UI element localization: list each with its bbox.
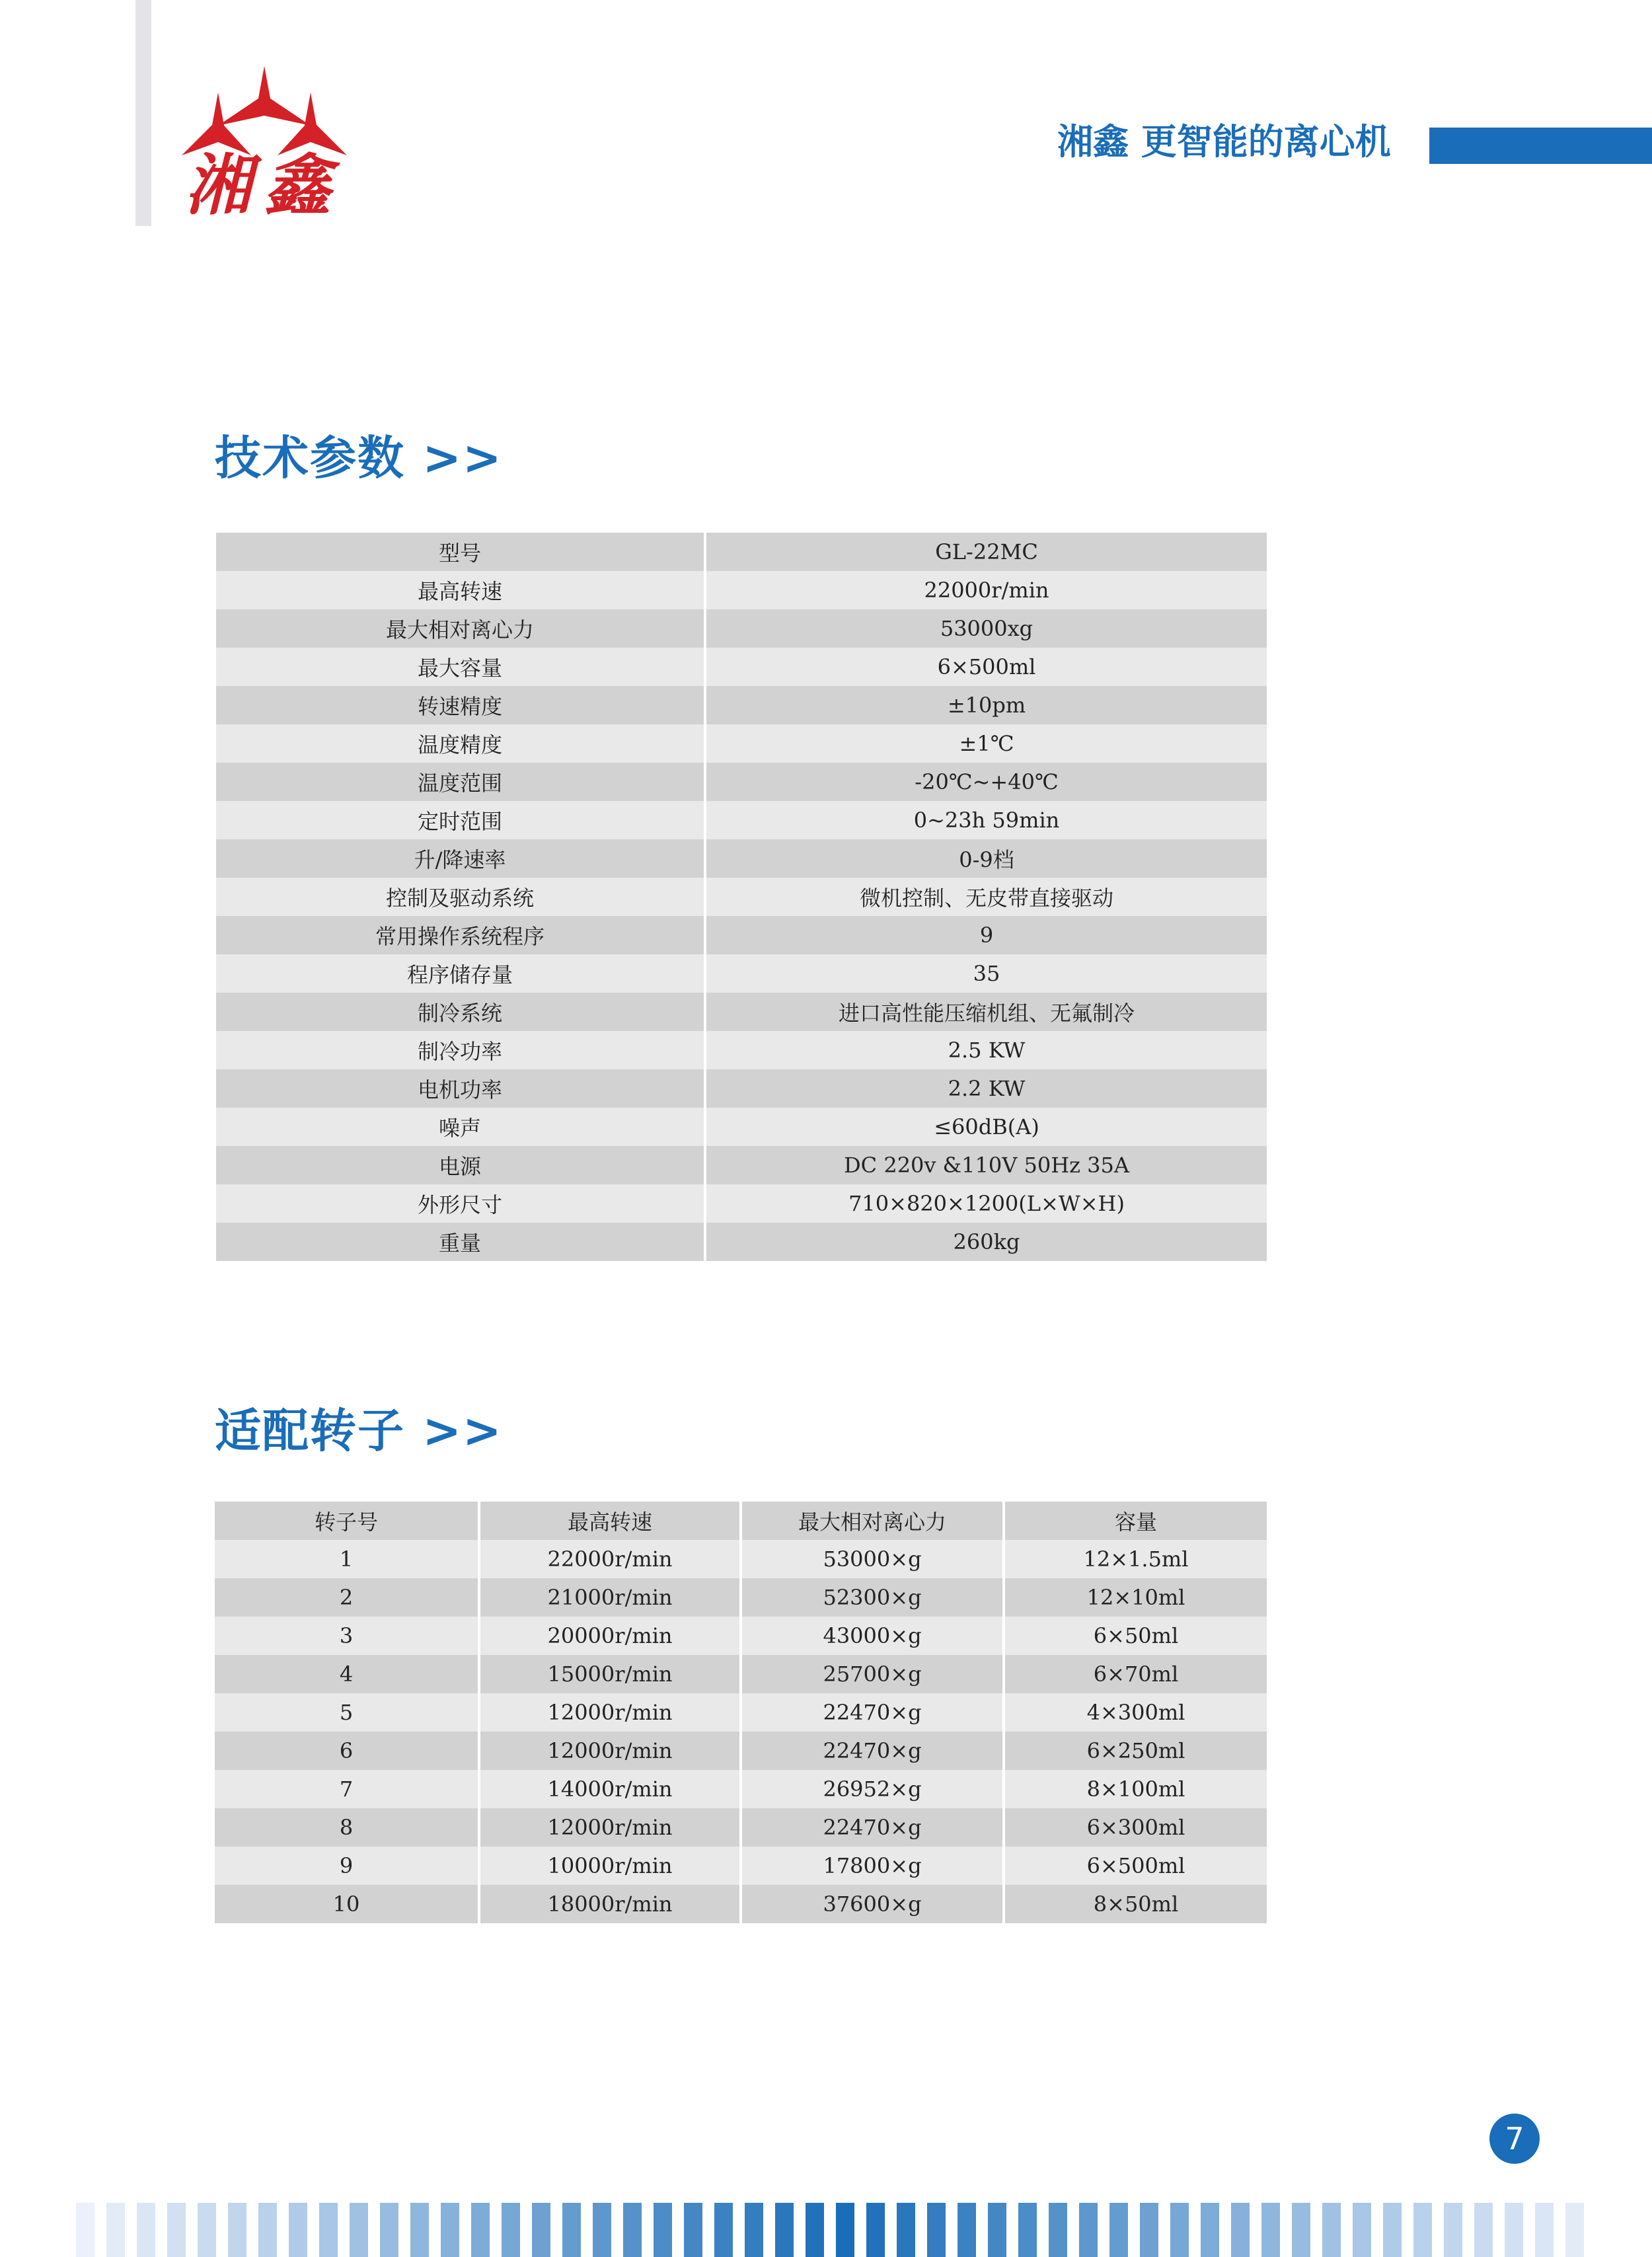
footer-stripe xyxy=(350,2203,368,2257)
table-row xyxy=(215,1732,1267,1770)
footer-stripe xyxy=(957,2203,976,2257)
spec-value: ≤60dB(A) xyxy=(705,1108,1267,1146)
table-row xyxy=(215,1540,1267,1578)
table-row xyxy=(216,916,1267,954)
footer-stripe xyxy=(410,2203,429,2257)
footer-stripe xyxy=(289,2203,307,2257)
rotor-max-speed: 22000r/min xyxy=(479,1540,741,1578)
footer-stripe xyxy=(897,2203,915,2257)
spec-value: 进口高性能压缩机组、无氟制冷 xyxy=(705,993,1267,1031)
footer-stripe xyxy=(1383,2203,1402,2257)
table-row xyxy=(215,1770,1267,1808)
table-row xyxy=(215,1808,1267,1847)
footer-stripe xyxy=(714,2203,733,2257)
table-row xyxy=(216,1146,1267,1184)
footer-stripe xyxy=(319,2203,338,2257)
spec-label: 制冷系统 xyxy=(216,993,705,1031)
rotor-max-speed: 12000r/min xyxy=(479,1732,741,1770)
spec-value: -20℃~+40℃ xyxy=(705,763,1267,801)
logo-text: 湘鑫 xyxy=(185,146,344,224)
footer-stripe xyxy=(1565,2203,1584,2257)
footer-stripe xyxy=(502,2203,520,2257)
rotor-max-rcf: 22470×g xyxy=(741,1732,1004,1770)
spec-label: 温度精度 xyxy=(216,724,705,763)
table-row xyxy=(216,533,1267,571)
rotor-capacity: 4×300ml xyxy=(1004,1693,1267,1732)
footer-stripe xyxy=(654,2203,672,2257)
footer-stripe xyxy=(623,2203,642,2257)
footer-stripe xyxy=(1079,2203,1098,2257)
rotor-max-rcf: 25700×g xyxy=(741,1655,1004,1693)
rotor-number: 1 xyxy=(215,1540,479,1578)
spec-value: DC 220v &110V 50Hz 35A xyxy=(705,1146,1267,1184)
table-row xyxy=(216,1223,1267,1261)
rotor-max-speed: 21000r/min xyxy=(479,1578,741,1617)
rotor-max-rcf: 52300×g xyxy=(741,1578,1004,1617)
column-header: 容量 xyxy=(1004,1502,1267,1540)
rotor-number: 10 xyxy=(215,1885,479,1923)
footer-stripe xyxy=(988,2203,1006,2257)
header-title: 湘鑫 更智能的离心机 xyxy=(1057,121,1391,163)
spec-value: 22000r/min xyxy=(705,571,1267,609)
rotor-capacity: 6×300ml xyxy=(1004,1808,1267,1847)
rotor-capacity: 6×250ml xyxy=(1004,1732,1267,1770)
spec-value: 710×820×1200(L×W×H) xyxy=(705,1184,1267,1223)
spec-label: 升/降速率 xyxy=(216,839,705,878)
spec-value: 微机控制、无皮带直接驱动 xyxy=(705,878,1267,916)
rotor-max-rcf: 43000×g xyxy=(741,1617,1004,1655)
table-row xyxy=(216,1031,1267,1069)
spec-label: 最大容量 xyxy=(216,648,705,686)
table-row xyxy=(216,993,1267,1031)
spec-value: 35 xyxy=(705,954,1267,993)
rotors-section-title: 适配转子 >> xyxy=(215,1404,503,1458)
rotor-max-rcf: 22470×g xyxy=(741,1693,1004,1732)
spec-value: GL-22MC xyxy=(705,533,1267,571)
footer-stripe xyxy=(532,2203,550,2257)
spec-value: 2.2 KW xyxy=(705,1069,1267,1108)
footer-stripe xyxy=(106,2203,125,2257)
table-row xyxy=(215,1693,1267,1732)
rotor-capacity: 6×500ml xyxy=(1004,1847,1267,1885)
brand-logo xyxy=(178,63,350,228)
spec-value: 6×500ml xyxy=(705,648,1267,686)
footer-stripe xyxy=(745,2203,763,2257)
header-accent-bar xyxy=(1429,128,1652,164)
page-number: 7 xyxy=(1489,2114,1540,2164)
spec-label: 转速精度 xyxy=(216,686,705,724)
footer-stripe xyxy=(198,2203,216,2257)
footer-stripe xyxy=(775,2203,794,2257)
footer-stripe xyxy=(1109,2203,1128,2257)
rotor-capacity: 12×10ml xyxy=(1004,1578,1267,1617)
table-row xyxy=(215,1655,1267,1693)
spec-value: ±1℃ xyxy=(705,724,1267,763)
spec-label: 重量 xyxy=(216,1223,705,1261)
rotor-max-rcf: 22470×g xyxy=(741,1808,1004,1847)
footer-stripes xyxy=(76,2203,1589,2257)
spec-label: 控制及驱动系统 xyxy=(216,878,705,916)
footer-stripe xyxy=(1261,2203,1280,2257)
table-row xyxy=(216,1069,1267,1108)
rotor-max-speed: 10000r/min xyxy=(479,1847,741,1885)
rotor-number: 6 xyxy=(215,1732,479,1770)
table-row xyxy=(216,954,1267,993)
footer-stripe xyxy=(1231,2203,1250,2257)
footer-stripe xyxy=(866,2203,885,2257)
footer-stripe xyxy=(137,2203,155,2257)
left-margin-rule xyxy=(135,0,151,226)
rotor-max-rcf: 53000×g xyxy=(741,1540,1004,1578)
table-row xyxy=(216,609,1267,648)
table-row xyxy=(216,1184,1267,1223)
footer-stripe xyxy=(1201,2203,1219,2257)
spec-label: 常用操作系统程序 xyxy=(216,916,705,954)
rotor-max-rcf: 37600×g xyxy=(741,1885,1004,1923)
table-row xyxy=(215,1847,1267,1885)
rotors-table xyxy=(215,1502,1267,1923)
rotor-capacity: 12×1.5ml xyxy=(1004,1540,1267,1578)
table-row xyxy=(216,648,1267,686)
footer-stripe xyxy=(258,2203,277,2257)
footer-stripe xyxy=(471,2203,490,2257)
rotor-max-speed: 18000r/min xyxy=(479,1885,741,1923)
footer-stripe xyxy=(927,2203,946,2257)
footer-stripe xyxy=(441,2203,459,2257)
spec-label: 温度范围 xyxy=(216,763,705,801)
spec-value: ±10pm xyxy=(705,686,1267,724)
rotor-number: 8 xyxy=(215,1808,479,1847)
table-row xyxy=(216,801,1267,839)
specs-table xyxy=(216,533,1267,1261)
footer-stripe xyxy=(228,2203,246,2257)
table-row xyxy=(216,839,1267,878)
footer-stripe xyxy=(806,2203,824,2257)
table-row xyxy=(216,686,1267,724)
rotor-max-rcf: 17800×g xyxy=(741,1847,1004,1885)
spec-label: 电机功率 xyxy=(216,1069,705,1108)
rotor-number: 7 xyxy=(215,1770,479,1808)
rotor-number: 9 xyxy=(215,1847,479,1885)
column-header: 转子号 xyxy=(215,1502,479,1540)
rotor-max-speed: 20000r/min xyxy=(479,1617,741,1655)
table-row xyxy=(215,1578,1267,1617)
footer-stripe xyxy=(593,2203,611,2257)
spec-label: 外形尺寸 xyxy=(216,1184,705,1223)
table-row xyxy=(216,571,1267,609)
footer-stripe xyxy=(1535,2203,1554,2257)
rotor-max-speed: 12000r/min xyxy=(479,1693,741,1732)
spec-label: 电源 xyxy=(216,1146,705,1184)
footer-stripe xyxy=(1505,2203,1523,2257)
rotor-capacity: 6×70ml xyxy=(1004,1655,1267,1693)
spec-value: 0-9档 xyxy=(705,839,1267,878)
column-header: 最大相对离心力 xyxy=(741,1502,1004,1540)
table-row xyxy=(216,1108,1267,1146)
footer-stripe xyxy=(380,2203,398,2257)
spec-value: 2.5 KW xyxy=(705,1031,1267,1069)
rotor-number: 2 xyxy=(215,1578,479,1617)
spec-value: 260kg xyxy=(705,1223,1267,1261)
rotor-max-speed: 12000r/min xyxy=(479,1808,741,1847)
spec-label: 最大相对离心力 xyxy=(216,609,705,648)
rotor-number: 3 xyxy=(215,1617,479,1655)
rotor-max-speed: 15000r/min xyxy=(479,1655,741,1693)
table-row xyxy=(215,1617,1267,1655)
spec-label: 噪声 xyxy=(216,1108,705,1146)
rotor-number: 5 xyxy=(215,1693,479,1732)
footer-stripe xyxy=(1018,2203,1037,2257)
footer-stripe xyxy=(1444,2203,1462,2257)
footer-stripe xyxy=(684,2203,702,2257)
footer-stripe xyxy=(562,2203,581,2257)
table-row xyxy=(215,1885,1267,1923)
specs-section-title: 技术参数 >> xyxy=(215,431,503,485)
footer-stripe xyxy=(836,2203,854,2257)
rotor-capacity: 6×50ml xyxy=(1004,1617,1267,1655)
spec-label: 程序储存量 xyxy=(216,954,705,993)
footer-stripe xyxy=(1413,2203,1432,2257)
table-row xyxy=(216,878,1267,916)
spec-value: 9 xyxy=(705,916,1267,954)
column-header: 最高转速 xyxy=(479,1502,741,1540)
spec-value: 53000xg xyxy=(705,609,1267,648)
table-row xyxy=(216,724,1267,763)
table-row xyxy=(216,763,1267,801)
footer-stripe xyxy=(1049,2203,1067,2257)
rotor-number: 4 xyxy=(215,1655,479,1693)
footer-stripe xyxy=(1322,2203,1341,2257)
footer-stripe xyxy=(1170,2203,1189,2257)
spec-label: 制冷功率 xyxy=(216,1031,705,1069)
footer-stripe xyxy=(1292,2203,1310,2257)
rotors-header-row xyxy=(215,1502,1267,1540)
footer-stripe xyxy=(76,2203,94,2257)
spec-label: 定时范围 xyxy=(216,801,705,839)
spec-label: 型号 xyxy=(216,533,705,571)
footer-stripe xyxy=(1140,2203,1158,2257)
rotor-max-speed: 14000r/min xyxy=(479,1770,741,1808)
footer-stripe xyxy=(1474,2203,1493,2257)
spec-label: 最高转速 xyxy=(216,571,705,609)
footer-stripe xyxy=(167,2203,186,2257)
footer-stripe xyxy=(1353,2203,1371,2257)
rotor-capacity: 8×50ml xyxy=(1004,1885,1267,1923)
rotor-max-rcf: 26952×g xyxy=(741,1770,1004,1808)
spec-value: 0~23h 59min xyxy=(705,801,1267,839)
rotor-capacity: 8×100ml xyxy=(1004,1770,1267,1808)
